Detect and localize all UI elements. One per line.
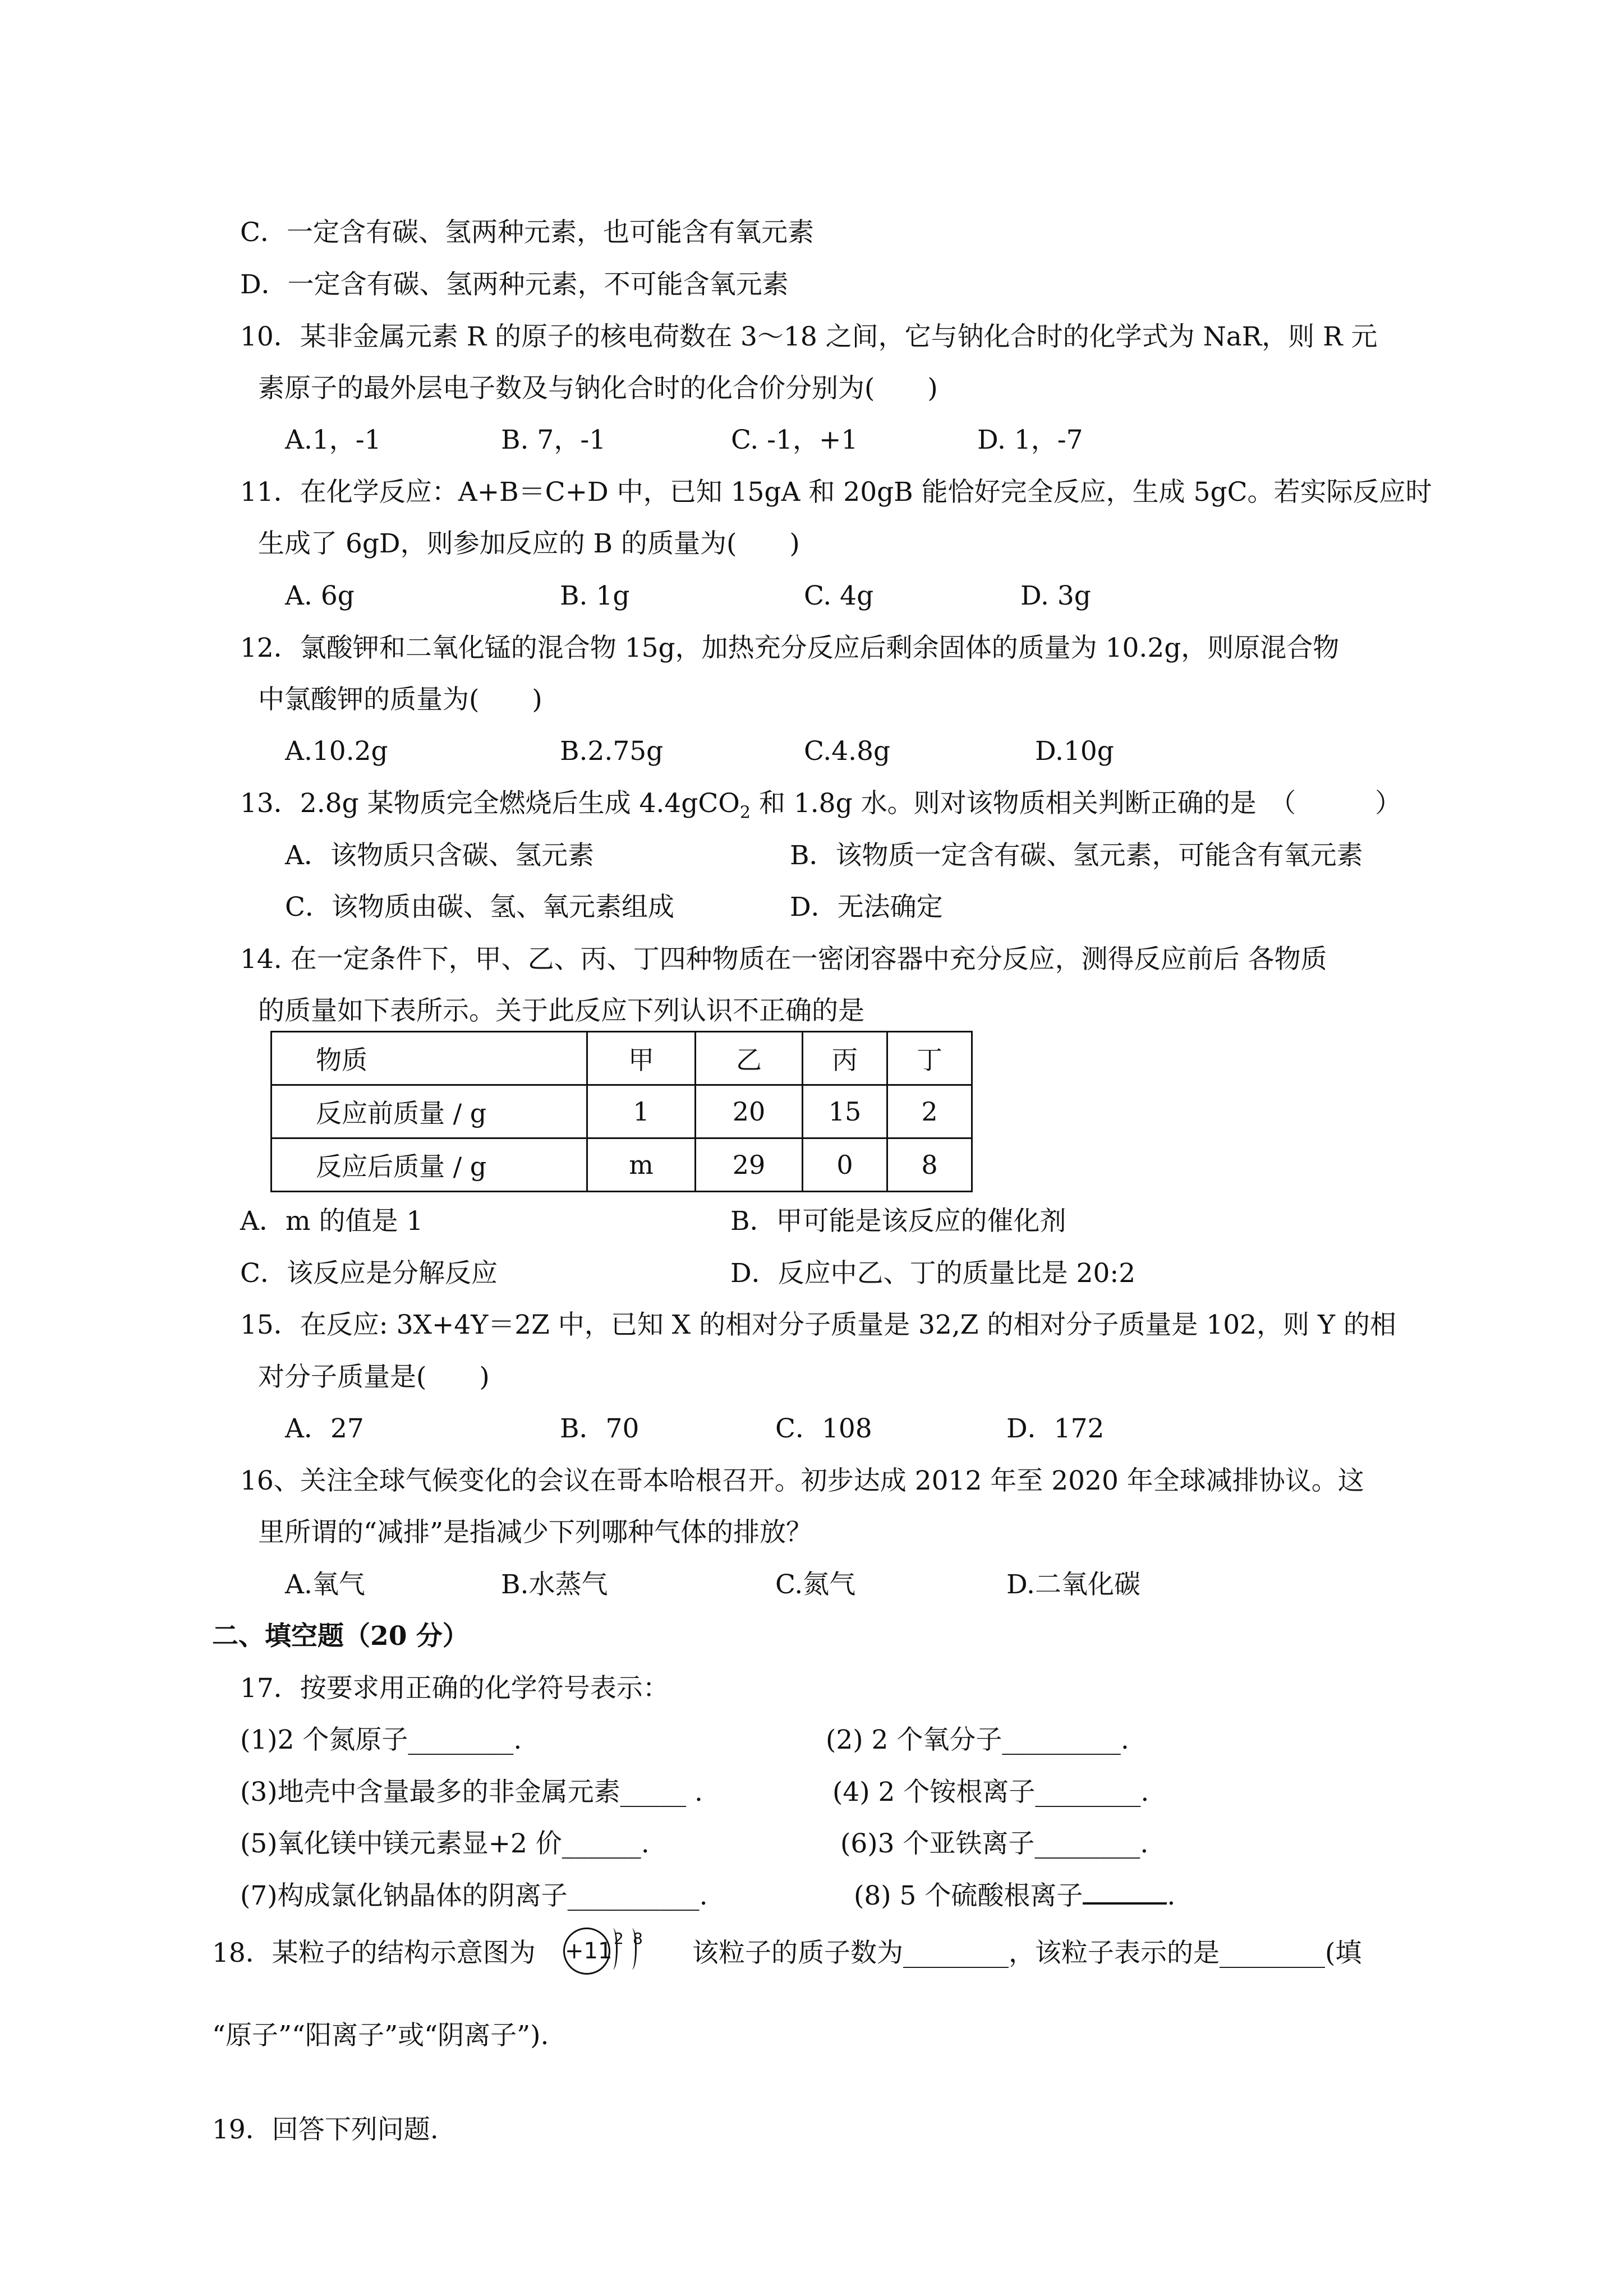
- table-cell: 反应后质量 / g: [272, 1138, 587, 1192]
- q16-option-d: D.二氧化碳: [1006, 1569, 1140, 1600]
- q13-option-c: C．该物质由碳、氢、氧元素组成: [285, 892, 674, 923]
- q17-title: 17．按要求用正确的化学符号表示：: [240, 1673, 669, 1704]
- q10-option-d: D. 1，-7: [977, 425, 1083, 455]
- q13-option-d: D．无法确定: [790, 892, 943, 923]
- q19-text: 19．回答下列问题.: [212, 2114, 439, 2145]
- q18-text-suffix: 该粒子的质子数为________，该粒子表示的是________(填: [692, 1938, 1362, 1968]
- q12-options: [0, 735, 1624, 768]
- shell2-electrons: 8: [633, 1929, 643, 1948]
- table-header-cell: 丁: [887, 1032, 972, 1085]
- q16-text-line2: 里所谓的“减排”是指减少下列哪种气体的排放？: [258, 1517, 813, 1548]
- q9-option-d: D．一定含有碳、氢两种元素，不可能含氧元素: [240, 269, 789, 300]
- q11-option-d: D. 3g: [1020, 580, 1091, 611]
- shell1-electrons: 2: [614, 1929, 624, 1948]
- q11-text-line2: 生成了 6gD，则参加反应的 B 的质量为( ): [258, 528, 800, 559]
- table-cell: 反应前质量 / g: [272, 1085, 587, 1138]
- q13-subscript: 2: [739, 803, 751, 823]
- q18-text-prefix: 18．某粒子的结构示意图为: [212, 1938, 536, 1968]
- table-cell: 0: [803, 1138, 887, 1192]
- q12-text-line2: 中氯酸钾的质量为( ): [258, 684, 542, 715]
- q17-item: (3)地壳中含量最多的非金属元素_____ .: [240, 1777, 703, 1808]
- table-header-cell: 乙: [696, 1032, 803, 1085]
- q16-option-b: B.水蒸气: [501, 1569, 608, 1600]
- q14-text-line1: 14. 在一定条件下，甲、乙、丙、丁四种物质在一密闭容器中充分反应，测得反应前后 各物质: [240, 944, 1327, 975]
- atom-structure-diagram: [563, 1926, 670, 1976]
- q10-option-b: B. 7，-1: [501, 425, 606, 455]
- q16-option-a: A.氧气: [285, 1569, 365, 1600]
- q17-item: (6)3 个亚铁离子________.: [840, 1828, 1149, 1859]
- table-cell: 15: [803, 1085, 887, 1138]
- table-row: [272, 1085, 972, 1138]
- q10-option-c: C. -1，+1: [731, 425, 858, 455]
- q17-item: (1)2 个氮原子________.: [240, 1725, 522, 1755]
- q11-text-line1: 11．在化学反应：A+B＝C+D 中，已知 15gA 和 20gB 能恰好完全反应，生成 5gC。若实际反应时: [240, 477, 1432, 508]
- table-header-cell: 甲: [587, 1032, 696, 1085]
- q14-option-a: A．m 的值是 1: [240, 1206, 424, 1237]
- q17-item: (4) 2 个铵根离子________.: [832, 1777, 1149, 1808]
- table-cell: 1: [587, 1085, 696, 1138]
- q11-options: [0, 579, 1624, 613]
- q15-text-line2: 对分子质量是( ): [258, 1362, 490, 1393]
- q13-option-a: A．该物质只含碳、氢元素: [285, 840, 594, 871]
- table-row: [272, 1138, 972, 1192]
- q9-option-c: C．一定含有碳、氢两种元素，也可能含有氧元素: [240, 217, 814, 248]
- q15-option-b: B．70: [560, 1413, 640, 1444]
- q16-option-c: C.氮气: [775, 1569, 856, 1600]
- table-cell: 8: [887, 1138, 972, 1192]
- q10-text-line2: 素原子的最外层电子数及与钠化合时的化合价分别为( ): [258, 373, 938, 404]
- q16-options: [0, 1568, 1624, 1602]
- answer-blank: [1083, 1880, 1167, 1905]
- q14-data-table: [270, 1031, 973, 1192]
- nucleus-circle: +11: [563, 1928, 610, 1975]
- q15-option-d: D．172: [1006, 1413, 1105, 1444]
- q13-option-b: B．该物质一定含有碳、氢元素，可能含有氧元素: [790, 840, 1363, 871]
- q12-option-d: D.10g: [1035, 736, 1114, 767]
- section-heading: 二、填空题（20 分）: [212, 1621, 469, 1652]
- q17-item: (2) 2 个氧分子_________.: [826, 1725, 1129, 1755]
- q15-option-c: C．108: [775, 1413, 872, 1444]
- table-cell: 29: [696, 1138, 803, 1192]
- table-header-cell: 丙: [803, 1032, 887, 1085]
- table-header-row: [272, 1032, 972, 1085]
- q11-option-b: B. 1g: [560, 580, 630, 611]
- q10-text-line1: 10．某非金属元素 R 的原子的核电荷数在 3～18 之间，它与钠化合时的化学式为 NaR，则 R 元: [240, 321, 1378, 352]
- q12-text-line1: 12．氯酸钾和二氧化锰的混合物 15g，加热充分反应后剩余固体的质量为 10.2g，则原混合物: [240, 633, 1340, 663]
- q15-options: [0, 1412, 1624, 1446]
- q14-text-line2: 的质量如下表所示。关于此反应下列认识不正确的是: [258, 995, 864, 1026]
- q14-option-c: C．该反应是分解反应: [240, 1258, 498, 1289]
- q11-option-a: A. 6g: [285, 580, 355, 611]
- q17-item: (5)氧化镁中镁元素显+2 价______.: [240, 1828, 650, 1859]
- table-header-cell: 物质: [272, 1032, 587, 1085]
- q10-option-a: A.1，-1: [285, 425, 381, 455]
- q12-option-b: B.2.75g: [560, 736, 664, 767]
- q17-item: (7)构成氯化钠晶体的阴离子__________.: [240, 1880, 708, 1911]
- q14-option-b: B．甲可能是该反应的催化剂: [730, 1206, 1066, 1237]
- q13-text-line1: 13．2.8g 某物质完全燃烧后生成 4.4gCO$_2$ 和 1.8g 水。则对该物质相关判断正确的是 （ ）: [240, 788, 1402, 823]
- q15-option-a: A．27: [285, 1413, 364, 1444]
- q16-text-line1: 16、关注全球气候变化的会议在哥本哈根召开。初步达成 2012 年至 2020 年全球减排协议。这: [240, 1465, 1364, 1496]
- q14-option-d: D．反应中乙、丁的质量比是 20:2: [730, 1258, 1136, 1289]
- table-cell: 20: [696, 1085, 803, 1138]
- q12-option-a: A.10.2g: [285, 736, 388, 767]
- q11-option-c: C. 4g: [804, 580, 874, 611]
- q10-options: [0, 423, 1624, 457]
- q12-option-c: C.4.8g: [804, 736, 891, 767]
- table-cell: 2: [887, 1085, 972, 1138]
- q17-item-8: (8) 5 个硫酸根离子 .: [854, 1880, 1176, 1911]
- q15-text-line1: 15．在反应: 3X+4Y＝2Z 中，已知 X 的相对分子质量是 32,Z 的相对分子质量是 102，则 Y 的相: [240, 1310, 1396, 1340]
- q18-text-line2: “原子”“阳离子”或“阴离子”).: [212, 2020, 549, 2051]
- table-cell: m: [587, 1138, 696, 1192]
